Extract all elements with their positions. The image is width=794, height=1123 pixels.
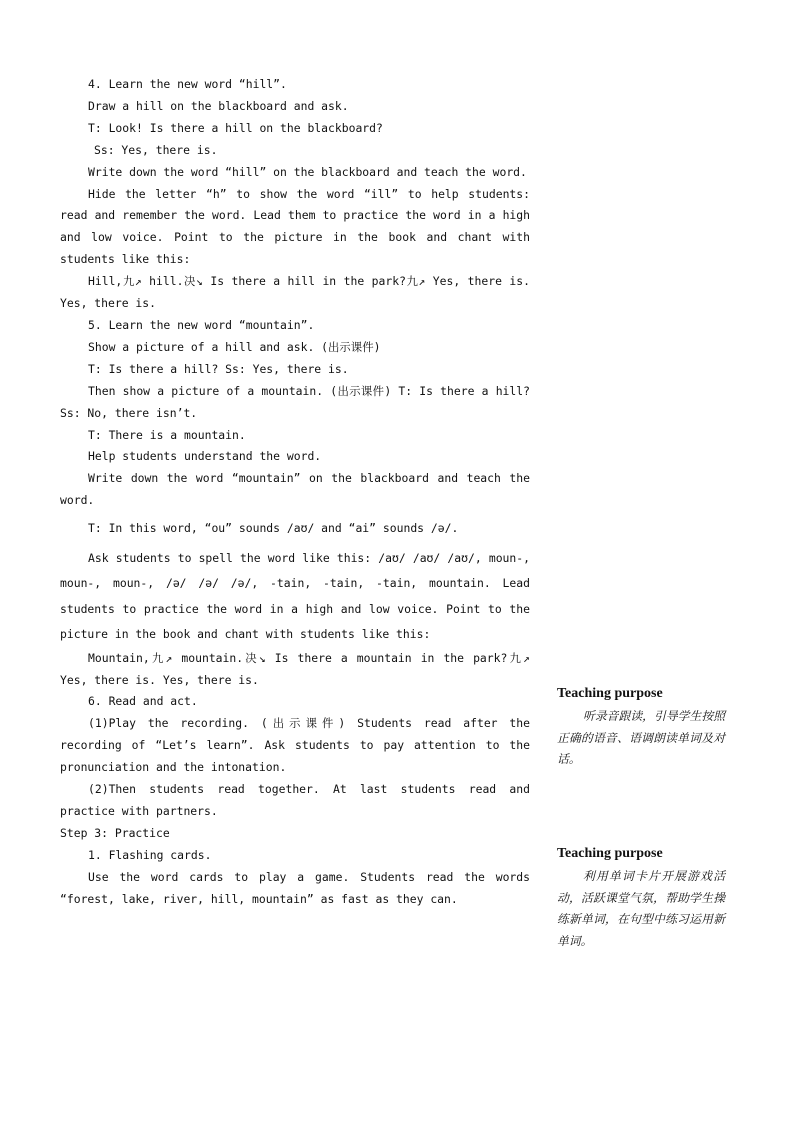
instruction-line: Draw a hill on the blackboard and ask. [88,98,349,113]
dialogue-line: T: In this word, “ou” sounds /aʊ/ and “ai” sounds /ə/. [88,521,459,536]
step-4-heading: 4. Learn the new word “hill”. [88,77,287,91]
step-5-heading: 5. Learn the new word “mountain”. [88,317,315,332]
instruction-paragraph: Ask students to spell the word like this: /aʊ/ /aʊ/ /aʊ/, moun-, moun-, moun-, /ə/ /ə/ /ə/, -tain, -tain, -tain, mountain. Lead students to practice the word in a high and low voice. Point to the picture in the book and chant with students like this: [60,550,530,642]
step-3-heading: Step 3: Practice [60,825,170,840]
instruction-line: Write down the word “hill” on the blackboard and teach the word. [88,164,527,179]
note-text: 利用单词卡片开展游戏活动，活跃课堂气氛，帮助学生操练新单词，在句型中练习运用新单词。 [557,869,725,948]
dialogue-line: Ss: Yes, there is. [94,142,218,157]
instruction-paragraph: Use the word cards to play a game. Students read the words “forest, lake, river, hill, mountain” as fast as they can. [60,869,530,906]
instruction-paragraph: (2)Then students read together. At last students read and practice with partners. [60,782,530,818]
dialogue-line: T: There is a mountain. [88,427,246,442]
instruction-line: Show a picture of a hill and ask. (出示课件) [88,339,381,354]
instruction-paragraph: (1)Play the recording. (出示课件) Students read after the recording of “Let’s learn”. Ask students to pay attention to the pronunciation and the intonation. [60,716,530,775]
step-6-heading: 6. Read and act. [88,694,198,709]
lesson-procedure-text [60,74,530,911]
note-text: 听录音跟读，引导学生按照正确的语音、语调朗读单词及对话。 [557,709,725,766]
chant-line: Hill,九↗ hill.决↘ Is there a hill in the park?九↗ Yes, there is. Yes, there is. [60,274,530,311]
note-heading: Teaching purpose [557,686,663,701]
dialogue-line: Then show a picture of a mountain. (出示课件) T: Is there a hill? Ss: No, there isn’t. [60,383,530,420]
dialogue-line: T: Is there a hill? Ss: Yes, there is. [88,361,349,376]
teaching-purpose-note [557,845,725,952]
activity-heading: 1. Flashing cards. [88,847,212,862]
instruction-line: Help students understand the word. [88,449,322,464]
instruction-paragraph: Hide the letter “h” to show the word “ill” to help students: read and remember the word. Lead them to practice the word in a high and low voice. Point to the picture in the book and chant with students like this: [60,186,530,267]
chant-line: Mountain,九↗ mountain.决↘ Is there a mountain in the park?九↗ Yes, there is. Yes, there is. [60,650,530,687]
teaching-purpose-note [557,685,725,771]
dialogue-line: T: Look! Is there a hill on the blackboard? [88,120,383,135]
note-heading: Teaching purpose [557,846,663,861]
instruction-line: Write down the word “mountain” on the blackboard and teach the word. [60,471,530,508]
